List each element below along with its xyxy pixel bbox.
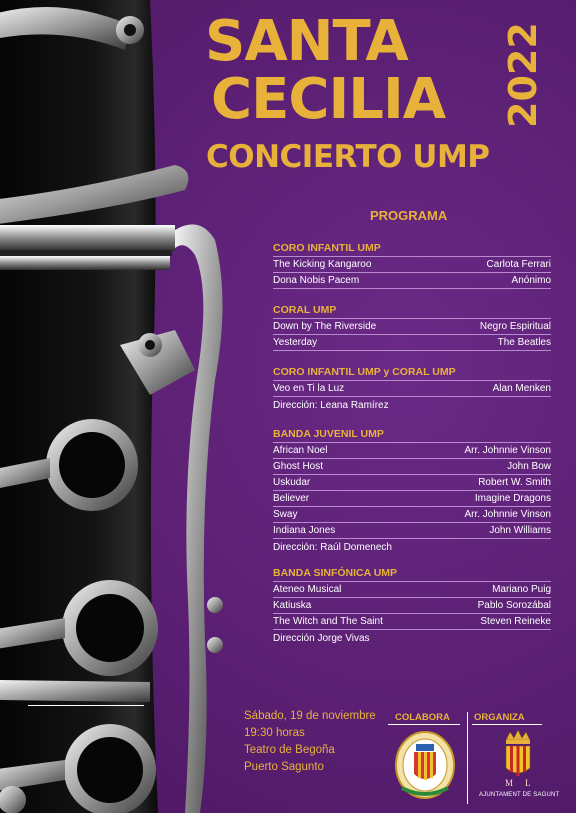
event-time: 19:30 horas xyxy=(244,727,305,739)
piece-name: Ghost Host xyxy=(273,461,324,472)
union-musical-porteña-logo xyxy=(394,730,456,800)
section-coral xyxy=(273,303,551,351)
piece-name: African Noel xyxy=(273,445,328,456)
svg-text:M: M xyxy=(505,778,514,788)
divider xyxy=(467,712,468,804)
piece-author: Arr. Johnnie Vinson xyxy=(464,509,551,520)
divider xyxy=(472,724,542,725)
ajuntament-caption: AJUNTAMENT DE SAGUNT xyxy=(479,792,560,798)
section-coro-coral xyxy=(273,365,551,413)
piece-name: Ateneo Musical xyxy=(273,584,342,595)
piece-author: Pablo Sorozábal xyxy=(477,600,551,611)
program-row xyxy=(273,598,551,614)
program-row xyxy=(273,614,551,630)
section-title: CORAL UMP xyxy=(273,303,551,319)
section-banda-sinfonica xyxy=(273,566,551,646)
piece-name: Uskudar xyxy=(273,477,311,488)
programa-heading: PROGRAMA xyxy=(370,208,448,223)
piece-author: Steven Reineke xyxy=(480,616,551,627)
event-info xyxy=(244,708,376,776)
svg-text:L: L xyxy=(525,778,531,788)
direction-label: Dirección Jorge Vivas xyxy=(273,633,370,644)
program-row xyxy=(273,475,551,491)
program-row xyxy=(273,257,551,273)
title-cecilia: CECILIA xyxy=(211,67,446,132)
piece-author: Robert W. Smith xyxy=(478,477,551,488)
piece-name: Indiana Jones xyxy=(273,525,336,536)
event-venue: Teatro de Begoña xyxy=(244,744,335,756)
organiza-label: ORGANIZA xyxy=(474,712,525,723)
piece-name: Believer xyxy=(273,493,310,504)
program-row xyxy=(273,273,551,289)
program-row xyxy=(273,459,551,475)
piece-author: Carlota Ferrari xyxy=(486,259,551,270)
program-row xyxy=(273,319,551,335)
divider xyxy=(388,724,460,725)
piece-name: Down by The Riverside xyxy=(273,321,377,332)
program-row xyxy=(273,507,551,523)
year-label: 2022 xyxy=(501,22,545,128)
event-date: Sábado, 19 de noviembre xyxy=(244,710,376,722)
piece-author: Mariano Puig xyxy=(492,584,551,595)
piece-name: Veo en Ti la Luz xyxy=(273,383,345,394)
piece-name: The Witch and The Saint xyxy=(273,616,383,627)
piece-name: Yesterday xyxy=(273,337,318,348)
program-row xyxy=(273,523,551,539)
piece-name: The Kicking Kangaroo xyxy=(273,259,372,270)
event-city: Puerto Sagunto xyxy=(244,761,324,773)
section-coro-infantil xyxy=(273,241,551,289)
program-row xyxy=(273,381,551,397)
direction-label: Dirección: Leana Ramírez xyxy=(273,400,389,411)
piece-name: Dona Nobis Pacem xyxy=(273,275,360,286)
piece-author: John Williams xyxy=(489,525,551,536)
piece-author: Imagine Dragons xyxy=(474,493,551,504)
subtitle-concierto: CONCIERTO UMP xyxy=(206,139,490,175)
piece-author: Anónimo xyxy=(511,275,551,286)
section-title: CORO INFANTIL UMP y CORAL UMP xyxy=(273,365,551,381)
program-row xyxy=(273,443,551,459)
divider xyxy=(28,705,144,706)
section-banda-juvenil xyxy=(273,427,551,555)
piece-author: John Bow xyxy=(507,461,551,472)
piece-author: The Beatles xyxy=(497,337,551,348)
section-title: BANDA SINFÓNICA UMP xyxy=(273,566,551,582)
section-title: BANDA JUVENIL UMP xyxy=(273,427,551,443)
piece-name: Katiuska xyxy=(273,600,312,611)
piece-author: Negro Espiritual xyxy=(479,321,551,332)
direction-label: Dirección: Raúl Domenech xyxy=(273,542,392,553)
program-row xyxy=(273,335,551,351)
program-row xyxy=(273,582,551,598)
ajuntament-sagunt-logo xyxy=(500,730,536,788)
title-santa: SANTA xyxy=(205,9,408,74)
colabora-label: COLABORA xyxy=(395,712,450,723)
piece-name: Sway xyxy=(273,509,298,520)
program-row xyxy=(273,491,551,507)
section-title: CORO INFANTIL UMP xyxy=(273,241,551,257)
piece-author: Alan Menken xyxy=(492,383,551,394)
piece-author: Arr. Johnnie Vinson xyxy=(464,445,551,456)
